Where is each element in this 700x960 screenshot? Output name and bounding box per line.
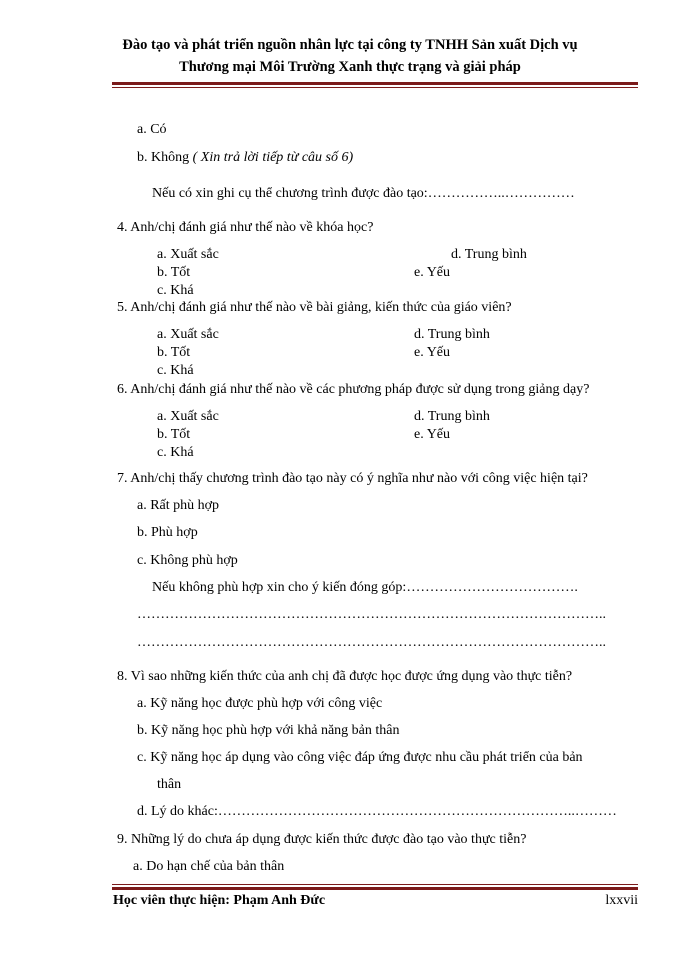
q4-option-a: a. Xuất sắc [157,247,219,262]
q8-question: 8. Vì sao những kiến thức của anh chị đã được học được ứng dụng vào thực tiễn? [117,669,573,684]
q8-option-c-line1: c. Kỹ năng học áp dụng vào công việc đáp ứng được nhu cầu phát triển của bản [137,750,583,765]
q3-followup: Nếu có xin ghi cụ thể chương trình được đào tạo:……………..…………… [152,186,575,201]
q7-dots-line-1: ……………………………………………………………………………………….. [137,607,606,622]
q7-followup: Nếu không phù hợp xin cho ý kiến đóng góp:………………………………. [152,580,578,595]
q3-option-b-note: ( Xin trả lời tiếp từ câu số 6) [192,150,354,165]
q3-option-a: a. Có [137,122,167,137]
q8-option-d: d. Lý do khác:…………………………………………………………………..……… [137,804,617,819]
q7-question: 7. Anh/chị thấy chương trình đào tạo này có ý nghĩa như nào với công việc hiện tại? [117,471,588,486]
q7-option-a: a. Rất phù hợp [137,498,220,513]
footer-page-number: lxxvii [605,893,638,908]
header-title-line1: Đào tạo và phát triển nguồn nhân lực tại công ty TNHH Sản xuất Dịch vụ [122,37,578,53]
q7-option-b: b. Phù hợp [137,525,198,540]
q8-option-c-line2: thân [157,777,182,792]
footer-rule-thin [112,884,638,885]
q9-option-a: a. Do hạn chế của bản thân [133,859,285,874]
q5-option-a: a. Xuất sắc [157,327,219,342]
q9-question: 9. Những lý do chưa áp dụng được kiến thức được đào tạo vào thực tiễn? [117,832,527,847]
q5-option-d: d. Trung bình [414,327,490,342]
q5-option-e: e. Yếu [414,345,451,360]
q4-option-b: b. Tốt [157,265,191,280]
q6-option-a: a. Xuất sắc [157,409,219,424]
footer-author: Học viên thực hiện: Phạm Anh Đức [113,893,326,908]
q8-option-a: a. Kỹ năng học được phù hợp với công việc [137,696,383,711]
q3-option-b-label: b. Không [137,150,190,165]
q4-option-c: c. Khá [157,283,194,298]
q6-question: 6. Anh/chị đánh giá như thế nào về các phương pháp được sử dụng trong giảng dạy? [117,382,590,397]
q8-option-b: b. Kỹ năng học phù hợp với khả năng bản thân [137,723,400,738]
q3-option-b [137,149,353,167]
q7-option-c: c. Không phù hợp [137,553,238,568]
q5-option-b: b. Tốt [157,345,191,360]
header-title-line2: Thương mại Môi Trường Xanh thực trạng và giải pháp [179,59,521,75]
q6-option-e: e. Yếu [414,427,451,442]
q6-option-d: d. Trung bình [414,409,490,424]
q4-question: 4. Anh/chị đánh giá như thế nào về khóa học? [117,220,374,235]
footer-rule-thick [112,887,638,890]
header-rule-thin [112,87,638,88]
q7-dots-line-2: ……………………………………………………………………………………….. [137,635,606,650]
q6-option-b: b. Tốt [157,427,191,442]
q5-question: 5. Anh/chị đánh giá như thế nào về bài giảng, kiến thức của giáo viên? [117,300,512,315]
header-rule-thick [112,82,638,85]
q5-option-c: c. Khá [157,363,194,378]
q6-option-c: c. Khá [157,445,194,460]
q4-option-d: d. Trung bình [451,247,527,262]
q4-option-e: e. Yếu [414,265,451,280]
